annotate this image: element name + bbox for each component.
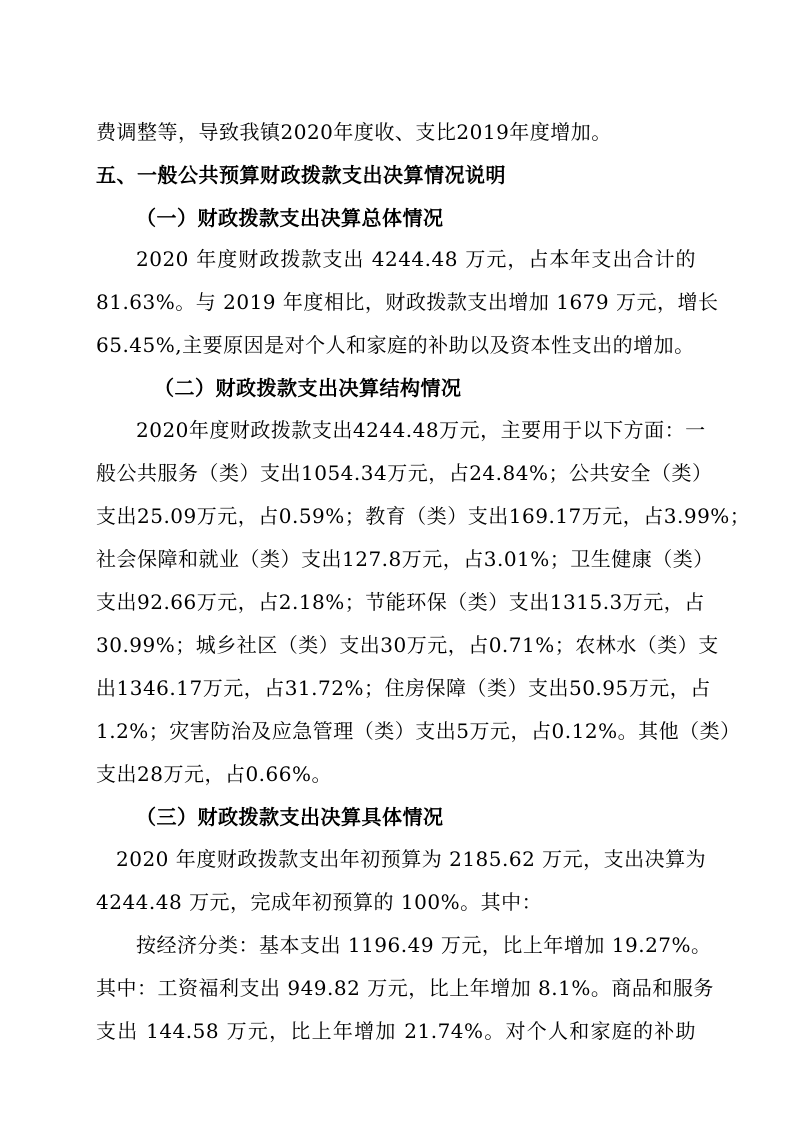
paragraph-line: 般公共服务（类）支出1054.34万元，占24.84%；公共安全（类） [96, 461, 713, 485]
paragraph-line: 其中：工资福利支出 949.82 万元，比上年增加 8.1%。商品和服务 [96, 976, 714, 1000]
paragraph-line: 1.2%；灾害防治及应急管理（类）支出5万元，占0.12%。其他（类） [96, 719, 741, 743]
paragraph-line: 81.63%。与 2019 年度相比，财政拨款支出增加 1679 万元，增长 [96, 290, 719, 314]
paragraph-line: 2020 年度财政拨款支出年初预算为 2185.62 万元，支出决算为 [116, 847, 707, 871]
paragraph-line: 4244.48 万元，完成年初预算的 100%。其中： [96, 890, 543, 914]
paragraph-line: 支出28万元，占0.66%。 [96, 762, 332, 786]
paragraph-line: 费调整等，导致我镇2020年度收、支比2019年度增加。 [96, 120, 612, 144]
paragraph-line: 支出25.09万元，占0.59%；教育（类）支出169.17万元，占3.99%； [96, 504, 751, 528]
subsection-heading: （三）财政拨款支出决算具体情况 [136, 805, 444, 829]
paragraph-line: 按经济分类：基本支出 1196.49 万元，比上年增加 19.27%。 [136, 933, 712, 957]
paragraph-line: 支出92.66万元，占2.18%；节能环保（类）支出1315.3万元，占 [96, 590, 705, 614]
paragraph-line: 支出 144.58 万元，比上年增加 21.74%。对个人和家庭的补助 [96, 1019, 696, 1043]
paragraph-line: 社会保障和就业（类）支出127.8万元，占3.01%；卫生健康（类） [96, 547, 714, 571]
section-heading: 五、一般公共预算财政拨款支出决算情况说明 [96, 163, 506, 187]
subsection-heading: （一）财政拨款支出决算总体情况 [136, 206, 444, 230]
paragraph-line: 30.99%；城乡社区（类）支出30万元，占0.71%；农林水（类）支 [96, 633, 719, 657]
subsection-heading: （二）财政拨款支出决算结构情况 [154, 376, 462, 400]
paragraph-line: 出1346.17万元，占31.72%；住房保障（类）支出50.95万元，占 [96, 676, 711, 700]
paragraph-line: 2020年度财政拨款支出4244.48万元，主要用于以下方面：一 [136, 418, 706, 442]
paragraph-line: 65.45%,主要原因是对个人和家庭的补助以及资本性支出的增加。 [96, 333, 695, 357]
paragraph-line: 2020 年度财政拨款支出 4244.48 万元，占本年支出合计的 [136, 247, 696, 271]
